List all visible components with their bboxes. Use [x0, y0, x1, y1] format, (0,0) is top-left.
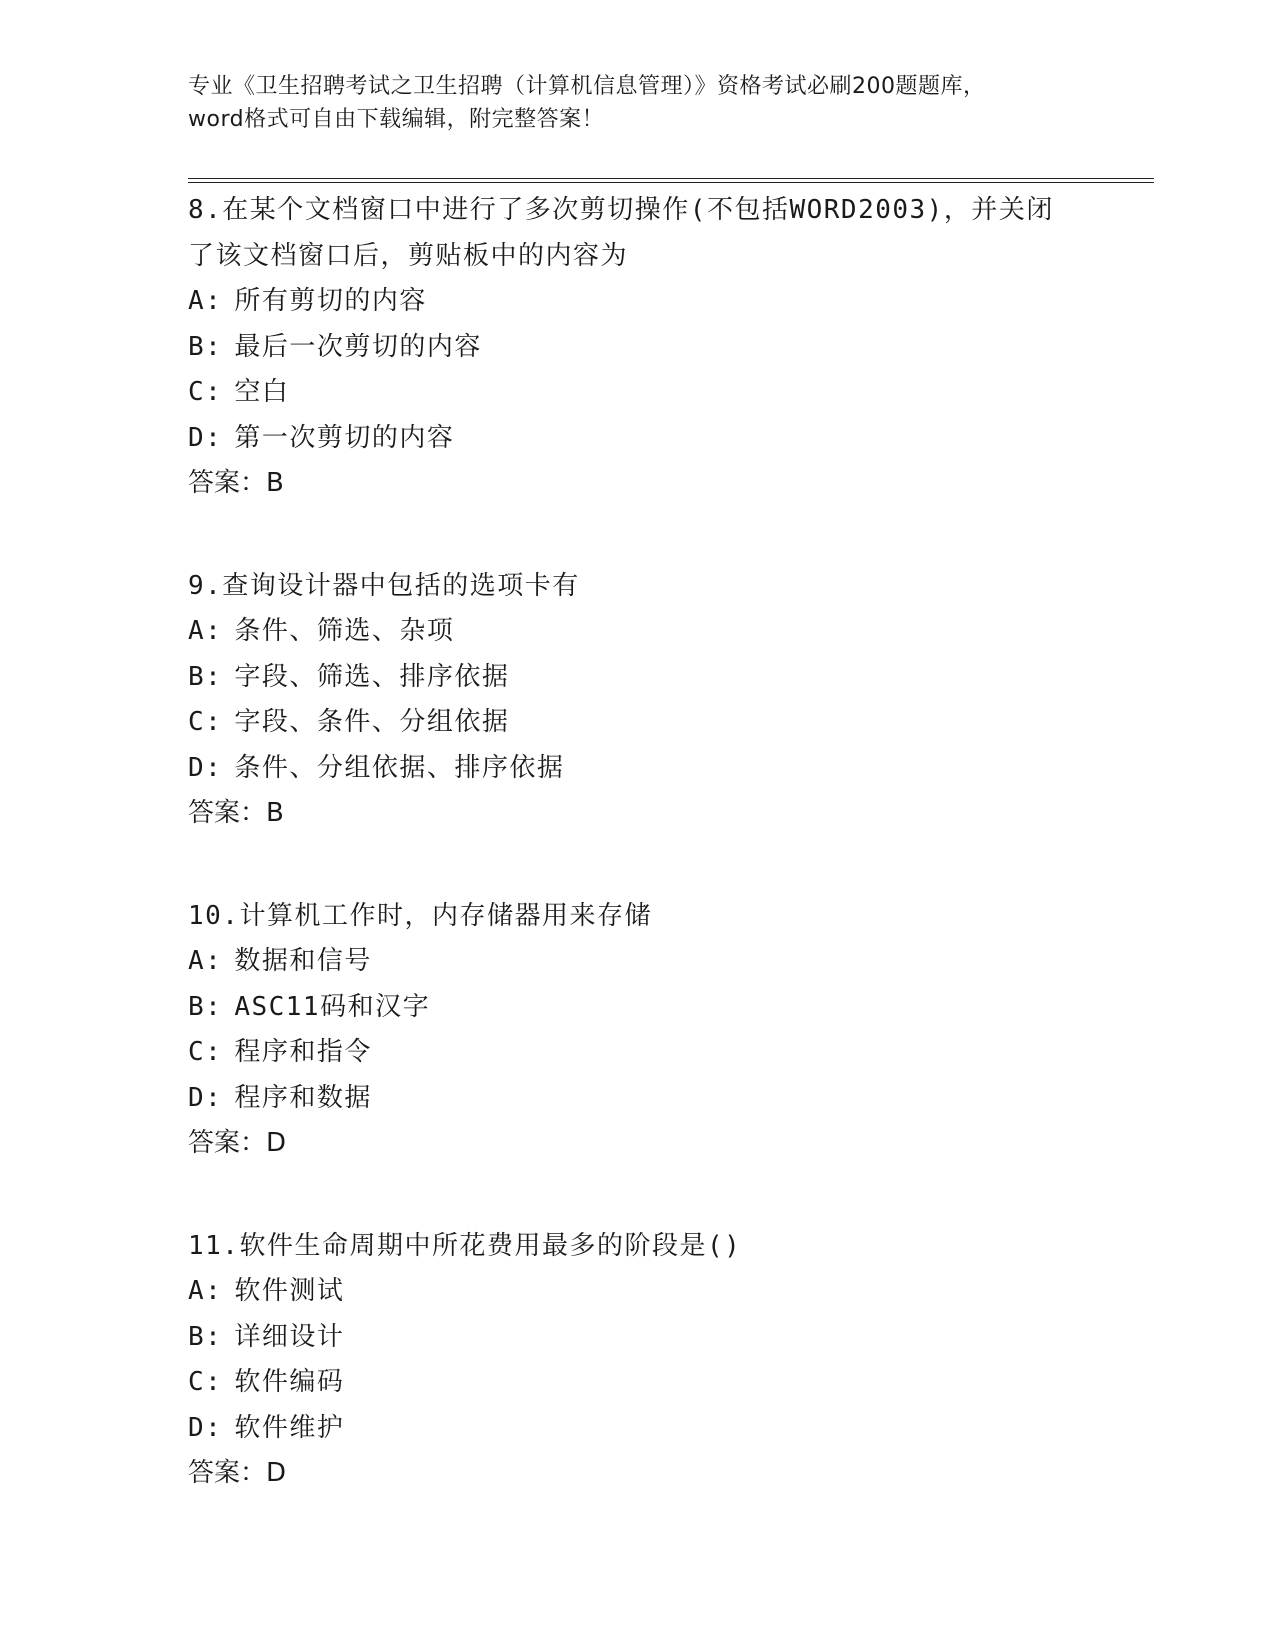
option-separator: : [205, 616, 223, 646]
question-text: 10.计算机工作时，内存储器用来存储 [188, 900, 652, 931]
question-text [188, 188, 1108, 279]
option-letter: B [188, 331, 206, 362]
option-separator: : [205, 1276, 223, 1306]
option-text: 空白 [234, 377, 290, 407]
option-a [188, 1269, 1108, 1315]
option-separator: : [205, 1367, 223, 1397]
option-letter: A [188, 616, 206, 646]
option-b [188, 325, 1108, 371]
option-b [188, 985, 1108, 1031]
question-text-line: 了该文档窗口后，剪贴板中的内容为 [188, 240, 629, 271]
answer-label: 答案：B [188, 798, 284, 828]
option-separator: : [205, 752, 223, 783]
option-text: 数据和信号 [234, 946, 372, 976]
option-letter: A [188, 1276, 206, 1306]
question-8 [188, 188, 1108, 507]
option-d [188, 416, 1108, 462]
option-separator: : [205, 286, 223, 316]
option-text: 字段、筛选、排序依据 [234, 661, 510, 692]
option-c [188, 370, 1108, 416]
option-separator: : [205, 377, 223, 407]
option-a [188, 609, 1108, 655]
option-letter: B [188, 661, 206, 692]
option-b [188, 655, 1108, 701]
option-text: 所有剪切的内容 [234, 286, 427, 316]
option-letter: A [188, 286, 206, 316]
option-text: 条件、筛选、杂项 [234, 616, 455, 646]
option-a [188, 939, 1108, 985]
header-line-1: 专业《卫生招聘考试之卫生招聘（计算机信息管理）》资格考试必刷200题题库， [188, 74, 986, 99]
option-letter: D [188, 1082, 206, 1113]
question-text: 9.查询设计器中包括的选项卡有 [188, 570, 580, 601]
option-text: 第一次剪切的内容 [234, 422, 455, 453]
option-separator: : [205, 991, 223, 1022]
option-b [188, 1315, 1108, 1361]
answer-label: 答案：B [188, 468, 284, 498]
option-text: 程序和数据 [234, 1082, 372, 1113]
option-text: 软件测试 [234, 1276, 345, 1306]
option-d [188, 746, 1108, 792]
option-a [188, 279, 1108, 325]
option-letter: D [188, 1412, 206, 1443]
option-text: 条件、分组依据、排序依据 [234, 752, 565, 783]
option-separator: : [205, 661, 223, 692]
option-separator: : [205, 707, 223, 737]
option-text: 软件维护 [234, 1412, 345, 1443]
option-text: ASC11码和汉字 [234, 991, 431, 1022]
option-text: 详细设计 [234, 1321, 345, 1352]
option-letter: C [188, 1037, 206, 1067]
option-separator: : [205, 946, 223, 976]
document-header [188, 70, 1088, 136]
option-text: 软件编码 [234, 1367, 345, 1397]
question-list [188, 188, 1108, 1554]
answer-label: 答案：D [188, 1458, 287, 1488]
option-letter: D [188, 752, 206, 783]
option-text: 最后一次剪切的内容 [234, 331, 482, 362]
option-c [188, 700, 1108, 746]
option-c [188, 1360, 1108, 1406]
option-letter: B [188, 991, 206, 1022]
header-divider [188, 178, 1154, 183]
option-c [188, 1030, 1108, 1076]
question-11 [188, 1224, 1108, 1497]
option-d [188, 1406, 1108, 1452]
option-letter: D [188, 422, 206, 453]
option-letter: B [188, 1321, 206, 1352]
option-text: 程序和指令 [234, 1037, 372, 1067]
option-text: 字段、条件、分组依据 [234, 707, 510, 737]
option-letter: A [188, 946, 206, 976]
option-separator: : [205, 1037, 223, 1067]
answer-label: 答案：D [188, 1128, 287, 1158]
option-separator: : [205, 1082, 223, 1113]
question-text-line: 8.在某个文档窗口中进行了多次剪切操作(不包括WORD2003)，并关闭 [188, 195, 1054, 225]
option-separator: : [205, 1412, 223, 1443]
option-d [188, 1076, 1108, 1122]
option-separator: : [205, 331, 223, 362]
question-9 [188, 564, 1108, 837]
option-letter: C [188, 1367, 206, 1397]
question-text: 11.软件生命周期中所花费用最多的阶段是() [188, 1230, 742, 1261]
option-letter: C [188, 707, 206, 737]
option-separator: : [205, 1321, 223, 1352]
option-separator: : [205, 422, 223, 453]
question-10 [188, 894, 1108, 1167]
header-line-2: word格式可自由下载编辑，附完整答案！ [188, 107, 605, 132]
option-letter: C [188, 377, 206, 407]
